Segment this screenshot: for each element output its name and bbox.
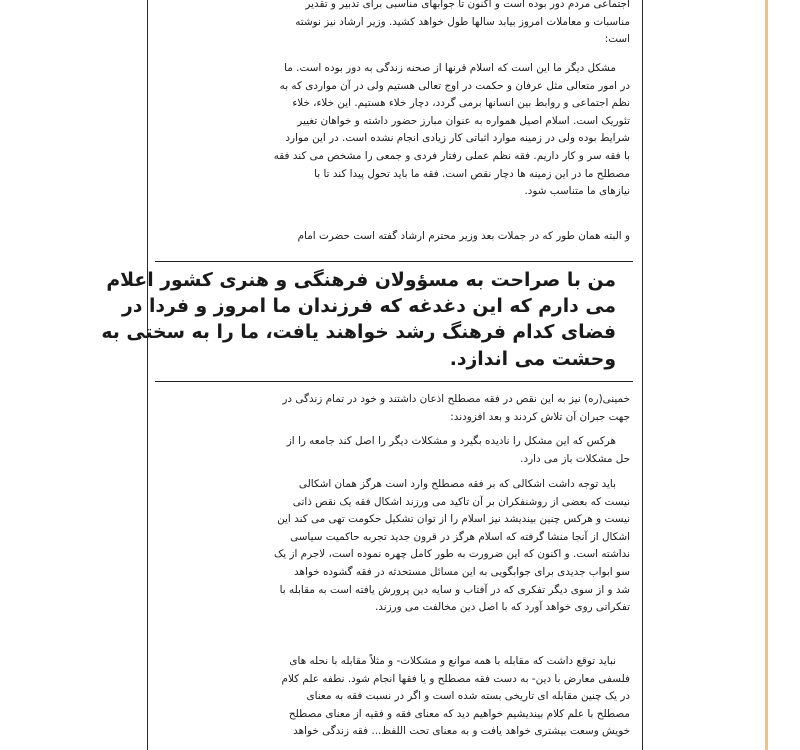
paragraph-khomeini — [158, 391, 630, 426]
text-line: مناسبات و معاملات امروز بیابد سالها طول خواهد کشید. وزیر ارشاد نیز نوشته — [295, 15, 630, 28]
text-line: نیازهای ما متناسب شود. — [524, 185, 630, 198]
text-line: و البته همان طور که در جملات بعد وزیر محترم ارشاد گفته است حضرت امام — [297, 230, 630, 242]
text-line: شرایط بوده ولی در زمینه موارد اثباتی کار زیادی انجام نشده است. در این موارد — [285, 132, 630, 145]
text-line: جهت جبران آن تلاش کردند و بعد افزودند: — [450, 410, 630, 423]
pull-quote — [101, 264, 630, 373]
text-line: در یک چنین مقابله ای تاریخی بسته شده است و اگر در نسبت فقه به معنای — [306, 690, 630, 703]
text-line: اشکال از آنجا منشا گرفته که اسلام هرگز در قرون جدید تجربه حاکمیت سیاسی — [290, 530, 630, 543]
pull-quote-line: من با صراحت به مسؤولان فرهنگی و هنری کشور اعلام — [106, 270, 616, 291]
text-line: با فقه سر و کار داریم. فقه نظم عملی رفتار فردی و جمعی را مشخص می کند فقه — [273, 149, 630, 162]
paragraph-top — [158, 0, 630, 49]
text-line: تئوریک است. اسلام اصیل همواره به عنوان مبارز حضور داشته و خواهان تغییر — [297, 114, 630, 127]
text-line: فلسفی معارض با دین- به دست فقه مصطلح و یا فقها انجام شود. نطفه علم کلام — [281, 672, 630, 685]
text-line: مشکل دیگر ما این است که اسلام قرنها از صحنه زندگی به دور بوده است. ما — [284, 62, 616, 74]
text-line: خمینی(ره) نیز به این نقص در فقه مصطلح اذعان داشتند و خود در تمام زندگی در — [282, 393, 630, 405]
pull-quote-line: وحشت می اندازد. — [449, 348, 616, 370]
text-line: تفکراتی روی خواهد آورد که با اصل دین مخالفت می ورزند. — [375, 601, 630, 614]
paragraph-fiqh-critique — [158, 476, 630, 617]
pull-quote-line: فضای کدام فرهنگ رشد خواهند یافت، ما را به سختی به — [101, 322, 616, 344]
text-line: اجتماعی مردم دور بوده است و اکنون تا جوابهای مناسبی برای تدبیر و تقدیر — [305, 0, 630, 10]
text-line: در امور متعالی مثل عرفان و حکمت در اوج تعالی هستیم ولی در آن مواردی که به — [279, 79, 630, 92]
pull-quote-line: می دارم که این دغدغه که فرزندان ما امروز و فردا در — [121, 296, 616, 318]
quoted-paragraph-minister — [158, 60, 630, 201]
text-line: هرکس که این مشکل را نادیده بگیرد و مشکلات دیگر را اصل کند جامعه را از — [286, 435, 616, 447]
column-border-right — [642, 0, 643, 750]
text-line: نظم اجتماعی و روابط بین انسانها برمی گردد، دچار خلاء هستیم. این خلاء، خلاء — [292, 97, 630, 110]
text-line: سو ابواب جدیدی برای جوابگویی به این مسائل مستحدثه در فقه گشوده خواهد — [294, 565, 630, 578]
text-line: است: — [604, 33, 630, 46]
text-line: مصطلح با علم کلام بیندیشیم خواهیم دید که معنای فقه و فقیه از معنای مصطلح — [288, 707, 630, 720]
paragraph-kalam — [158, 653, 630, 741]
paragraph-continuation — [158, 228, 630, 246]
text-line: خویش وسعت بیشتری خواهد یافت و به معنای تحت اللفظ... فقه زندگی خواهد — [293, 725, 630, 738]
text-line: نباید توقع داشت که مقابله با همه موانع و مشکلات- و مثلاً مقابله با نحله های — [289, 655, 616, 667]
text-line: مصطلح ما در این زمینه ها دچار نقص است. فقه ما باید تحول پیدا کند تا با — [314, 167, 630, 180]
text-line: باید توجه داشت اشکالی که بر فقه مصطلح وارد است هرگز همان اشکالی — [298, 478, 616, 490]
page-edge — [765, 0, 768, 750]
column-border-left — [147, 0, 148, 750]
text-line: حل مشکلات باز می دارد. — [520, 452, 630, 465]
text-line: نیست که بعضی از روشنفکران بر آن تاکید می ورزند اشکال فقه یک نقص ذاتی — [292, 495, 630, 508]
text-line: نداشته است. و اکنون که این ضرورت به طور کامل چهره نموده است، لاجرم از یک — [273, 548, 630, 561]
paragraph-quote-2 — [158, 433, 630, 468]
pull-quote-rule-bottom — [155, 381, 633, 382]
pull-quote-rule-top — [155, 261, 633, 262]
text-line: شد و از سوی دیگر تفکری که در آفتاب و سایه دین پرورش یافته است به مقابله با — [279, 583, 630, 596]
text-line: نیست و هرکس چنین بیندیشد نیز اسلام را از توان تشکیل حکومت تهی می کند این — [277, 513, 630, 526]
